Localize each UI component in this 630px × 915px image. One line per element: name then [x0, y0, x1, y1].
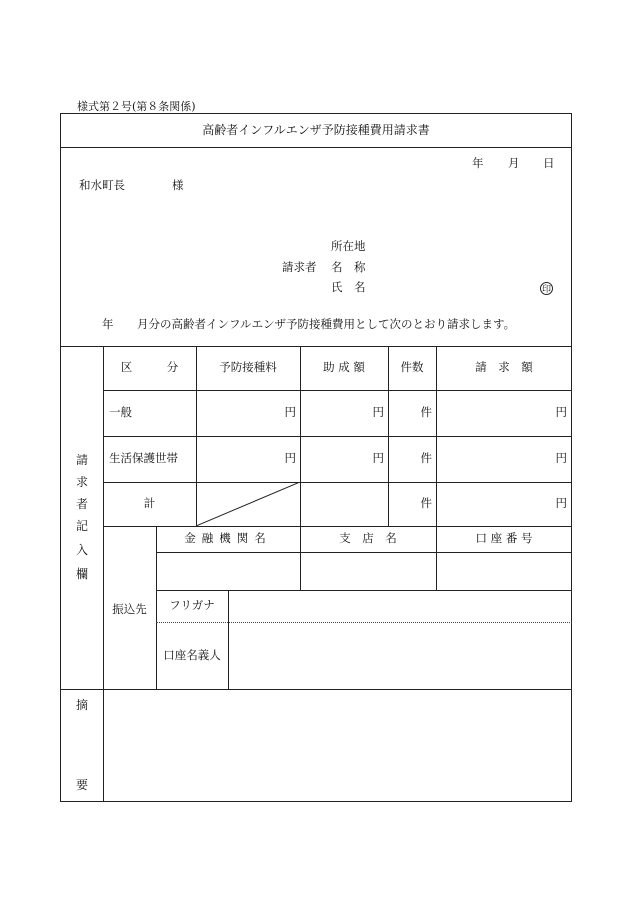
- row-general-category: 一般: [109, 405, 132, 420]
- row-welfare-fee-unit: 円: [284, 451, 296, 466]
- side-label-6: 欄: [76, 567, 89, 581]
- row-general-claim-unit: 円: [555, 405, 567, 420]
- claimant-name-label: 名 称: [331, 260, 366, 274]
- addressee-name: 和水町長: [79, 178, 125, 192]
- side-label-5: 入: [76, 543, 89, 557]
- claimant-address-label: 所在地: [331, 239, 366, 253]
- row-total-claim-unit: 円: [555, 496, 567, 511]
- furigana-label: フリガナ: [169, 598, 215, 613]
- row-general-subsidy-unit: 円: [372, 405, 384, 420]
- remarks-label-bottom: 要: [76, 778, 89, 792]
- side-label-3: 者: [76, 497, 89, 511]
- row-general-count-unit: 件: [420, 405, 432, 420]
- row-total-count-unit: 件: [420, 496, 432, 511]
- header-claim: 請 求 額: [475, 360, 533, 375]
- holder-label-divider: [228, 590, 229, 689]
- bank-institution-header: 金融機関名: [184, 531, 272, 546]
- seal-mark: 印: [540, 282, 553, 295]
- remarks-label-top: 摘: [76, 698, 89, 712]
- row-welfare-claim-unit: 円: [555, 451, 567, 466]
- side-label-2: 求: [76, 475, 89, 489]
- addressee-honorific: 様: [172, 178, 184, 192]
- row-total-category: 計: [143, 496, 156, 511]
- holder-label: 口座名義人: [163, 647, 221, 662]
- header-subsidy: 助 成 額: [323, 360, 365, 375]
- row-welfare-category: 生活保護世帯: [109, 451, 178, 466]
- title-divider: [60, 147, 572, 148]
- claimant-label: 請求者: [282, 260, 317, 274]
- remarks-top: [60, 689, 572, 690]
- statement-text: 月分の高齢者インフルエンザ予防接種費用として次のとおり請求します。: [137, 317, 516, 331]
- total-fee-diagonal: [196, 482, 300, 526]
- form-title: 高齢者インフルエンザ予防接種費用請求書: [202, 123, 430, 137]
- row-welfare-subsidy-unit: 円: [372, 451, 384, 466]
- header-fee: 予防接種料: [219, 360, 277, 375]
- side-label-1: 請: [76, 453, 89, 467]
- bank-label: 振込先: [112, 602, 147, 617]
- bank-branch-header: 支 店 名: [339, 531, 397, 546]
- row-welfare-count-unit: 件: [420, 451, 432, 466]
- date-month: 月: [508, 156, 520, 170]
- date-year: 年: [472, 156, 484, 170]
- header-count: 件数: [400, 360, 424, 375]
- header-category: 区 分: [120, 360, 179, 375]
- statement-year: 年: [102, 317, 114, 331]
- claimant-person-label: 氏 名: [331, 280, 366, 294]
- form-number: 様式第２号(第８条関係): [77, 100, 196, 113]
- side-label-4: 記: [76, 519, 89, 533]
- bank-header-bottom: [156, 552, 572, 553]
- date-day: 日: [543, 156, 555, 170]
- side-label-divider: [103, 346, 104, 802]
- row-general-fee-unit: 円: [284, 405, 296, 420]
- bank-account-number-header: 口 座 番 号: [475, 531, 533, 546]
